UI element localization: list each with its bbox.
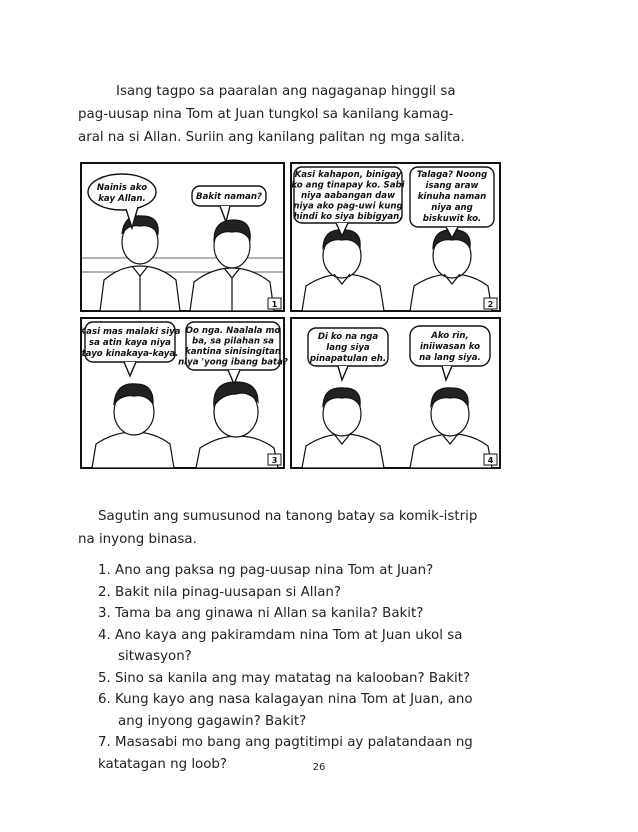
question-text: Masasabi mo bang ang pagtitimpi ay palatandaan ng: [115, 735, 473, 750]
page-number: 26: [312, 762, 326, 773]
question-number: 3.: [98, 606, 111, 621]
panel-number: 4: [487, 456, 494, 465]
question-number: 2.: [98, 584, 111, 600]
comic-panel-1: [81, 163, 284, 311]
bubble-text: hindi ko siya bibigyan.: [293, 212, 403, 222]
instruction-line: na inyong binasa.: [78, 532, 197, 547]
bubble-text: na lang siya.: [419, 353, 481, 363]
bubble-text: niya ako pag-uwi kung: [293, 201, 403, 212]
question-number: 1.: [98, 563, 111, 578]
bubble-text: sa atin kaya niya: [89, 338, 171, 348]
question-item: [98, 560, 498, 582]
bubble-text: ba, sa pilahan sa: [192, 336, 274, 347]
bubble-text: Nainis ako: [96, 183, 148, 193]
question-item: [98, 625, 498, 668]
question-number: 6.: [98, 692, 111, 707]
question-item: [98, 582, 498, 604]
comic-strip-image: [80, 162, 502, 470]
question-number: 7.: [98, 735, 111, 750]
bubble-text: kay Allan.: [98, 194, 146, 204]
bubble-text: iniiwasan ko: [419, 342, 481, 352]
speech-bubble: [410, 167, 494, 238]
intro-line: aral na si Allan. Suriin ang kanilang palitan ng mga salita.: [78, 130, 465, 145]
question-number: 5.: [98, 670, 111, 686]
question-item: [98, 603, 498, 625]
bubble-text: niya ang: [431, 203, 473, 213]
intro-line: pag-uusap nina Tom at Juan tungkol sa kanilang kamag-: [78, 107, 454, 122]
instruction-paragraph: [78, 505, 488, 551]
bubble-text: Kasi mas malaki siya: [80, 327, 181, 337]
bubble-text: biskuwit ko.: [422, 214, 482, 224]
question-continuation: sitwasyon?: [118, 649, 192, 664]
comic-panel-2: [291, 163, 500, 311]
bubble-text: Kasi kahapon, binigay: [294, 170, 402, 180]
intro-paragraph: [78, 80, 478, 149]
bubble-text: tayo kinakaya-kaya.: [81, 349, 179, 359]
question-continuation: katatagan ng loob?: [98, 756, 228, 772]
bubble-text: lang siya: [326, 343, 370, 353]
comic-panel-3: [80, 318, 288, 468]
question-text: Bakit nila pinag-uusapan si Allan?: [115, 584, 342, 600]
bubble-text: Oo nga. Naalala mo: [185, 326, 281, 336]
question-text: Ano kaya ang pakiramdam nina Tom at Juan ukol sa: [115, 627, 463, 643]
question-item: [98, 668, 498, 690]
comic-panel-4: [291, 318, 500, 468]
bubble-text: Talaga? Noong: [416, 170, 488, 180]
bubble-text: ko ang tinapay ko. Sabi: [291, 180, 405, 191]
question-text: Tama ba ang ginawa ni Allan sa kanila? Bakit?: [115, 606, 424, 621]
question-continuation: ang inyong gagawin? Bakit?: [118, 713, 307, 729]
question-number: 4.: [98, 627, 111, 643]
question-text: Sino sa kanila ang may matatag na kalooban? Bakit?: [115, 670, 471, 686]
bubble-text: Ako rin,: [431, 331, 469, 341]
question-text: Ano ang paksa ng pag-uusap nina Tom at Juan?: [115, 563, 434, 578]
bubble-text: isang araw: [425, 181, 479, 191]
question-text: Kung kayo ang nasa kalagayan nina Tom at Juan, ano: [115, 692, 473, 707]
panel-number: 2: [487, 300, 494, 309]
bubble-text: Bakit naman?: [196, 192, 262, 202]
bubble-text: kinuha naman: [417, 192, 487, 202]
intro-line: Isang tagpo sa paaralan ang nagaganap hinggil sa: [116, 84, 456, 99]
panel-number: 1: [271, 300, 278, 309]
bubble-text: niya aabangan daw: [300, 191, 396, 201]
bubble-text: pinapatulan eh.: [309, 354, 387, 364]
comic-strip: [80, 162, 502, 470]
panel-number: 3: [271, 456, 278, 465]
bubble-text: niya 'yong ibang bata?: [178, 357, 288, 368]
instruction-line: Sagutin ang sumusunod na tanong batay sa komik-istrip: [98, 509, 478, 524]
bubble-text: kantina sinisingitan: [184, 347, 282, 357]
question-item: [98, 689, 498, 732]
bubble-text: Di ko na nga: [317, 332, 379, 342]
question-list: [98, 560, 498, 775]
